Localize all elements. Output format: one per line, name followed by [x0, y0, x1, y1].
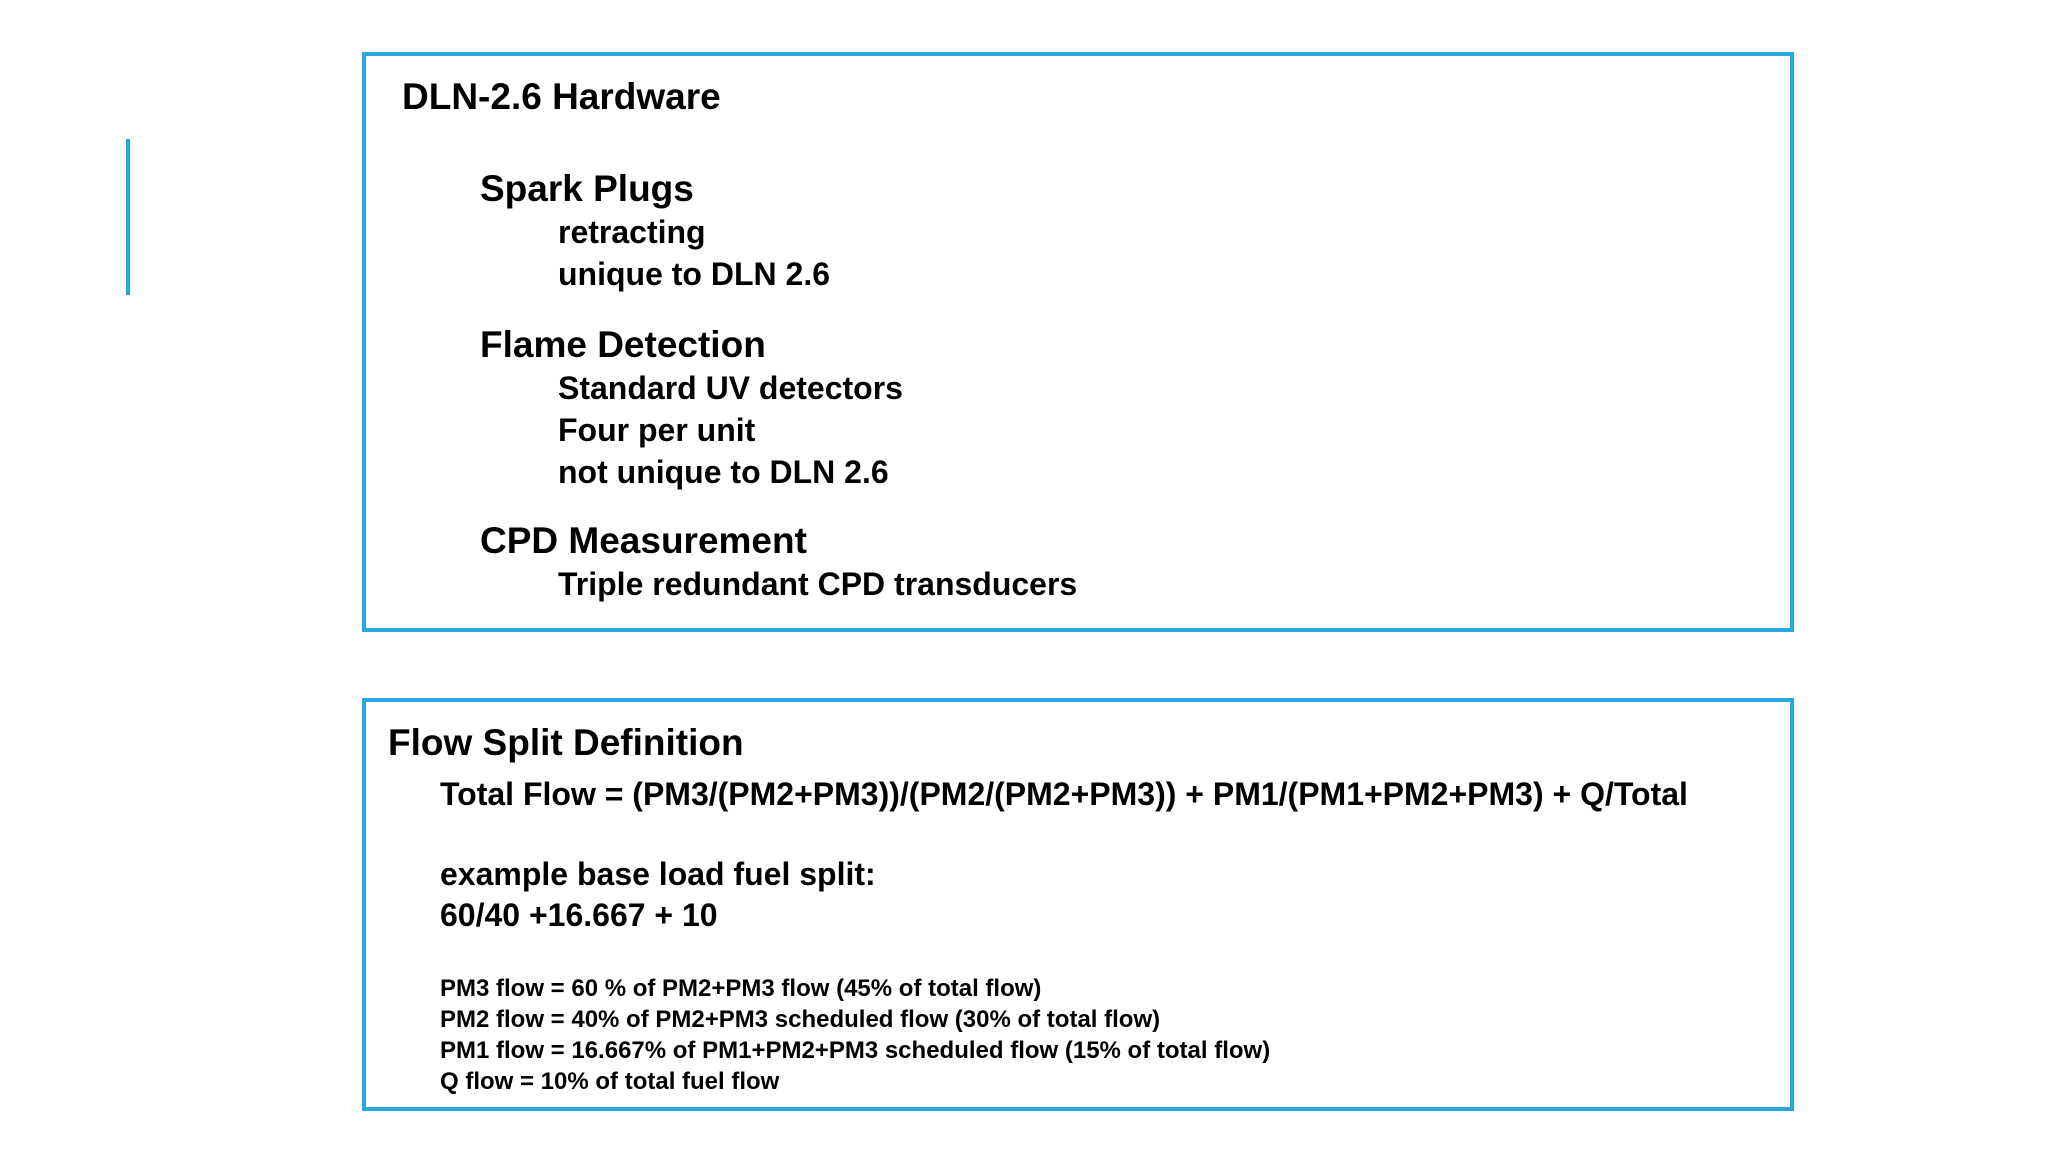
spark-plugs-item: retracting [558, 214, 706, 250]
flame-detection-item: Four per unit [558, 412, 756, 448]
spark-plugs-item: unique to DLN 2.6 [558, 256, 830, 292]
example-value: 60/40 +16.667 + 10 [440, 897, 718, 933]
hardware-title: DLN-2.6 Hardware [402, 76, 721, 117]
example-label: example base load fuel split: [440, 856, 876, 892]
section-heading-flame-detection: Flame Detection [480, 324, 766, 365]
flow-split-panel [362, 698, 1794, 1111]
accent-bar [126, 139, 130, 295]
flame-detection-item: Standard UV detectors [558, 370, 903, 406]
section-heading-spark-plugs: Spark Plugs [480, 168, 694, 209]
hardware-panel [362, 52, 1794, 632]
total-flow-formula: Total Flow = (PM3/(PM2+PM3))/(PM2/(PM2+PM3)) + PM1/(PM1+PM2+PM3) + Q/Total [440, 776, 1688, 812]
section-heading-cpd-measurement: CPD Measurement [480, 520, 807, 561]
cpd-measurement-item: Triple redundant CPD transducers [558, 566, 1078, 602]
flow-note: PM1 flow = 16.667% of PM1+PM2+PM3 scheduled flow (15% of total flow) [440, 1037, 1271, 1064]
flow-split-title: Flow Split Definition [388, 722, 744, 763]
flow-note: PM3 flow = 60 % of PM2+PM3 flow (45% of total flow) [440, 975, 1042, 1002]
flow-note: Q flow = 10% of total fuel flow [440, 1068, 780, 1095]
flame-detection-item: not unique to DLN 2.6 [558, 454, 889, 490]
flow-note: PM2 flow = 40% of PM2+PM3 scheduled flow (30% of total flow) [440, 1006, 1161, 1033]
